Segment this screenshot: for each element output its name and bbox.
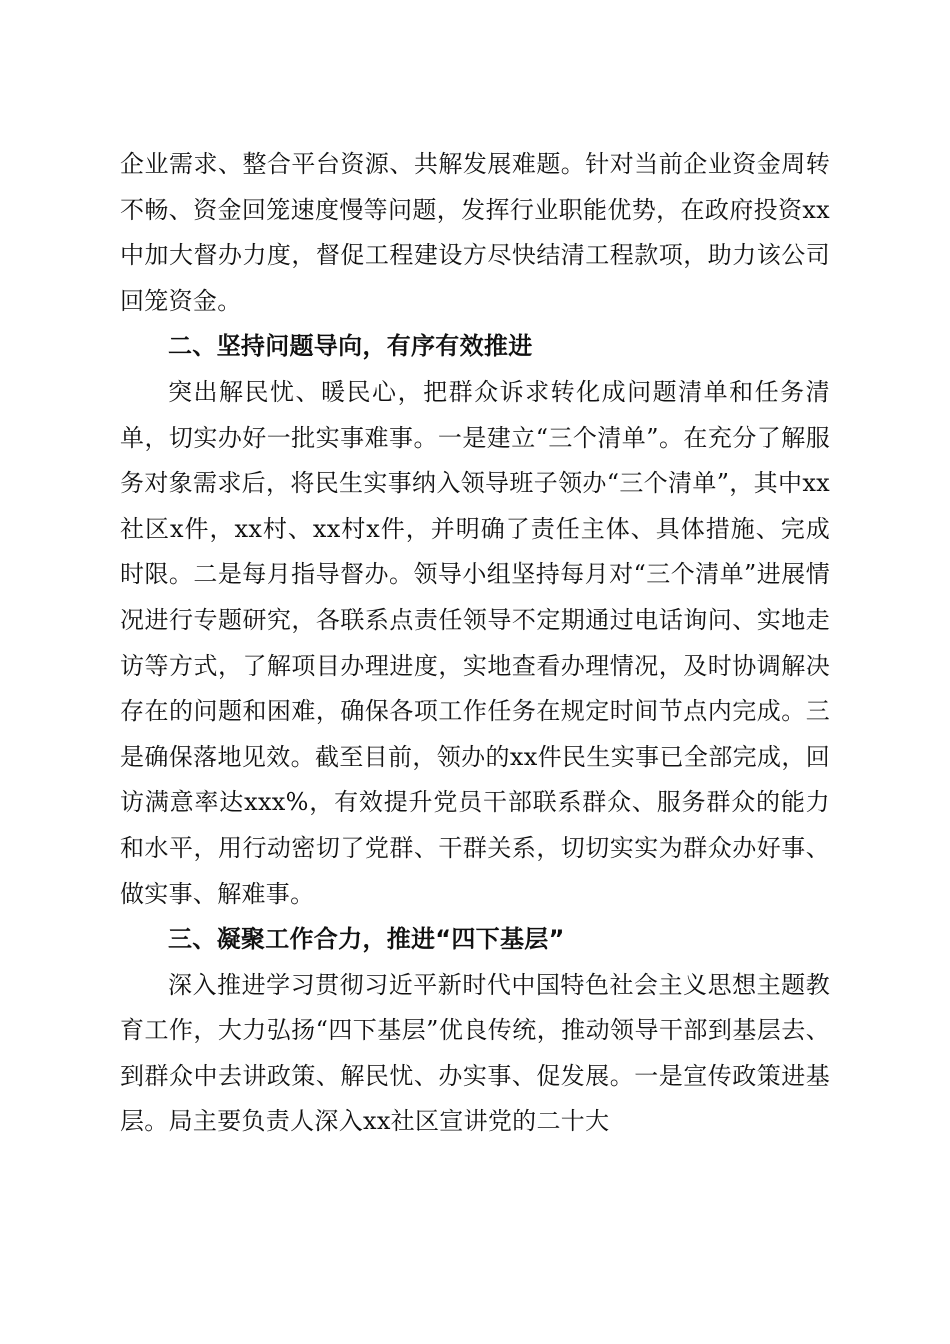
paragraph-section-3: 深入推进学习贯彻习近平新时代中国特色社会主义思想主题教育工作，大力弘扬“四下基层”优良传统，推动领导干部到基层去、到群众中去讲政策、解民忧、办实事、促发展。一是宣传政策进基层。局主要负责人深入xx社区宣讲党的二十大 [120, 970, 830, 1136]
document-body [120, 142, 830, 1145]
paragraph-continued: 企业需求、整合平台资源、共解发展难题。针对当前企业资金周转不畅、资金回笼速度慢等问题，发挥行业职能优势，在政府投资xx中加大督办力度，督促工程建设方尽快结清工程款项，助力该公司回笼资金。 [120, 150, 830, 315]
section-heading-2: 二、坚持问题导向，有序有效推进 [168, 332, 533, 361]
section-heading-3: 三、凝聚工作合力，推进“四下基层” [168, 925, 565, 954]
paragraph-section-2: 突出解民忧、暖民心，把群众诉求转化成问题清单和任务清单，切实办好一批实事难事。一是建立“三个清单”。在充分了解服务对象需求后，将民生实事纳入领导班子领办“三个清单”，其中xx社区x件，xx村、xx村x件，并明确了责任主体、具体措施、完成时限。二是每月指导督办。领导小组坚持每月对“三个清单”进展情况进行专题研究，各联系点责任领导不定期通过电话询问、实地走访等方式，了解项目办理进度，实地查看办理情况，及时协调解决存在的问题和困难，确保各项工作任务在规定时间节点内完成。三是确保落地见效。截至目前，领办的xx件民生实事已全部完成，回访满意率达xxx%，有效提升党员干部联系群众、服务群众的能力和水平，用行动密切了党群、干群关系，切切实实为群众办好事、做实事、解难事。 [120, 377, 830, 908]
